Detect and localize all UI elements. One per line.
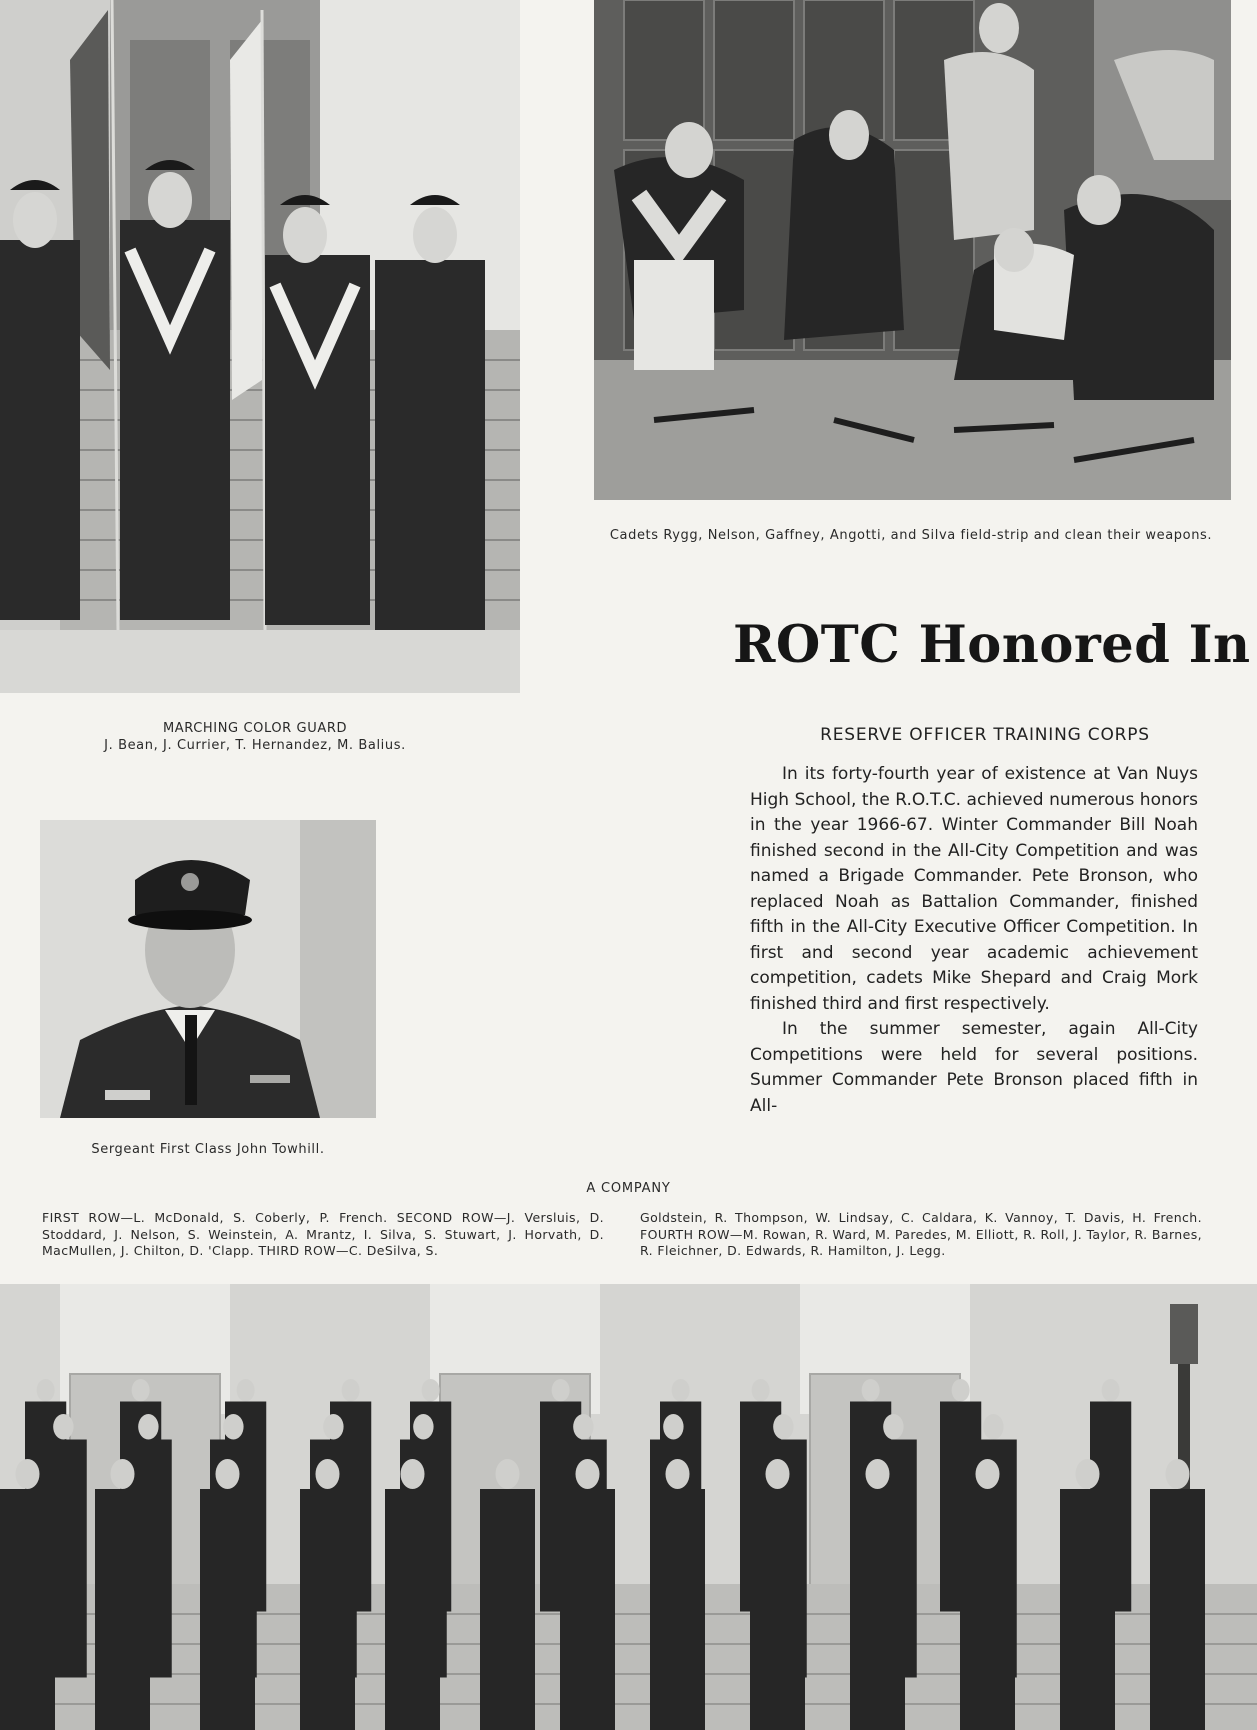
company-group-photo xyxy=(0,1284,1257,1730)
weapons-cleaning-photo xyxy=(594,0,1231,500)
weapons-caption: Cadets Rygg, Nelson, Gaffney, Angotti, and Silva field-strip and clean their weapons. xyxy=(609,528,1213,543)
color-guard-caption-names: J. Bean, J. Currier, T. Hernandez, M. Balius. xyxy=(104,738,406,753)
article-paragraph-1: In its forty-fourth year of existence at Van Nuys High School, the R.O.T.C. achieved numerous honors in the year 1966-67. Winter Commander Bill Noah finished second in the All-City Competition and was named a Brigade Commander. Pete Bronson, who replaced Noah as Battalion Commander, finished fifth in the All-City Executive Officer Competition. In first and second year academic achievement competition, cadets Mike Shepard and Craig Mork finished third and first respectively. xyxy=(750,764,1198,1014)
article-subhead: RESERVE OFFICER TRAINING CORPS xyxy=(820,725,1150,745)
article-paragraph-2: In the summer semester, again All-City Competitions were held for several positions. Summer Commander Pete Bronson placed fifth in All- xyxy=(750,1019,1198,1116)
sergeant-portrait-photo xyxy=(40,820,376,1118)
sergeant-caption: Sergeant First Class John Towhill. xyxy=(91,1142,325,1157)
color-guard-caption-title: MARCHING COLOR GUARD xyxy=(162,721,348,736)
color-guard-photo xyxy=(0,0,520,693)
company-roster-left: FIRST ROW—L. McDonald, S. Coberly, P. French. SECOND ROW—J. Versluis, D. Stoddard, J. Nelson, S. Weinstein, A. Mrantz, I. Silva, S. Stuwart, J. Horvath, D. MacMullen, J. Chilton, D. 'Clapp. THIRD ROW—C. DeSilva, S. xyxy=(42,1210,604,1258)
company-roster-right: Goldstein, R. Thompson, W. Lindsay, C. Caldara, K. Vannoy, T. Davis, H. French. FOURTH ROW—M. Rowan, R. Ward, M. Paredes, M. Elliott, R. Roll, J. Taylor, R. Barnes, R. Fleichner, D. Edwards, R. Hamilton, J. Legg. xyxy=(640,1210,1202,1258)
article-body xyxy=(750,762,1198,1119)
company-title: A COMPANY xyxy=(586,1181,671,1196)
headline: ROTC Honored In xyxy=(733,615,1251,675)
